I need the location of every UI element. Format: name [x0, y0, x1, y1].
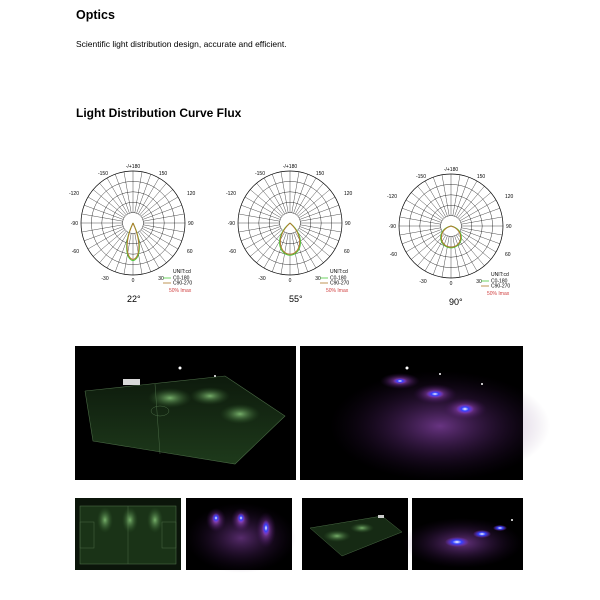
stadium-photo-purple-wide — [412, 498, 523, 570]
polar-spoke — [143, 214, 184, 221]
polar-angle-label: 90 — [188, 221, 194, 227]
polar-spoke — [82, 225, 123, 232]
polar-spoke — [239, 214, 280, 221]
polar-spoke — [300, 227, 339, 241]
polar-spoke — [84, 227, 123, 241]
polar-angle-label: -60 — [71, 249, 79, 255]
polar-spoke — [455, 236, 469, 275]
polar-spoke — [461, 230, 500, 244]
polar-spoke — [400, 228, 441, 235]
polar-spoke — [433, 177, 447, 216]
polar-spoke — [124, 172, 131, 213]
polar-angle-label: 120 — [187, 191, 196, 197]
polar-angle-label: 30 — [315, 276, 321, 282]
polar-angle-label: -150 — [254, 171, 266, 177]
polar-spoke — [241, 205, 280, 219]
polar-spoke — [239, 225, 280, 232]
polar-spoke — [455, 177, 469, 216]
polar-angle-label: 150 — [476, 174, 486, 180]
polar-spoke — [461, 228, 502, 235]
legend-c0-180: C0-180 — [330, 275, 347, 282]
legend-c0-180: C0-180 — [491, 278, 508, 285]
polar-spoke — [433, 236, 447, 275]
stadium-photo-green-wide — [302, 498, 408, 570]
polar-spoke — [143, 205, 182, 219]
polar-spoke — [115, 174, 129, 213]
polar-angle-label: -/+180 — [443, 167, 459, 173]
polar-angle-label: 150 — [158, 171, 168, 177]
polar-angle-label: -60 — [389, 252, 397, 258]
stadium-photo-green-top — [75, 498, 181, 570]
unit-label: UNIT:cd — [491, 272, 509, 278]
polar-spoke — [400, 217, 441, 224]
polar-angle-label: 90 — [345, 221, 351, 227]
polar-diagram-90 — [386, 163, 518, 297]
polar-angle-label: 0 — [449, 281, 453, 287]
legend-c90-270: C90-270 — [330, 280, 350, 287]
polar-angle-label: 60 — [187, 249, 193, 255]
legend-c90-270: C90-270 — [173, 280, 193, 287]
polar-spoke — [143, 225, 184, 232]
polar-spoke — [453, 175, 460, 216]
polar-angle-label: -30 — [101, 276, 109, 282]
polar-spoke — [300, 214, 341, 221]
legend-c0-180: C0-180 — [173, 275, 190, 282]
polar-spoke — [281, 172, 288, 213]
stadium-photo-purple-top — [186, 498, 292, 570]
stadium-photo-green-large — [75, 346, 296, 480]
polar-angle-label: 90 — [506, 224, 512, 230]
polar-angle-label: -90 — [70, 221, 78, 227]
polar-angle-label: 120 — [505, 194, 514, 200]
polar-angle-label: -60 — [228, 249, 236, 255]
polar-spoke — [292, 172, 299, 213]
section-title-light-distribution: Light Distribution Curve Flux — [76, 106, 242, 120]
polar-angle-label: -90 — [388, 224, 396, 230]
polar-angle-label: 0 — [131, 278, 135, 284]
polar-spoke — [143, 227, 182, 241]
polar-angle-label: -/+180 — [282, 164, 298, 170]
polar-spoke — [461, 217, 502, 224]
polar-spoke — [442, 175, 449, 216]
polar-spoke — [461, 208, 500, 222]
polar-angle-label: -150 — [97, 171, 109, 177]
polar-angle-label: 30 — [158, 276, 164, 282]
polar-angle-label: -120 — [68, 191, 79, 197]
beam-angle-55: 55° — [289, 294, 303, 304]
polar-angle-label: -30 — [419, 279, 427, 285]
unit-label: UNIT:cd — [330, 269, 348, 275]
legend-c90-270: C90-270 — [491, 283, 511, 290]
polar-angle-label: 60 — [344, 249, 350, 255]
polar-spoke — [294, 174, 308, 213]
polar-spoke — [272, 174, 286, 213]
polar-spoke — [402, 208, 441, 222]
polar-angle-label: -90 — [227, 221, 235, 227]
unit-label: UNIT:cd — [173, 269, 191, 275]
polar-angle-label: -150 — [415, 174, 427, 180]
polar-spoke — [135, 172, 142, 213]
polar-spoke — [300, 225, 341, 232]
polar-angle-label: 60 — [505, 252, 511, 258]
polar-angle-label: 150 — [315, 171, 325, 177]
polar-spoke — [137, 174, 151, 213]
polar-spoke — [82, 214, 123, 221]
stadium-photo-purple-large — [300, 346, 523, 480]
beam-angle-22: 22° — [127, 294, 141, 304]
polar-angle-label: -120 — [225, 191, 236, 197]
polar-diagram-55 — [225, 160, 357, 294]
polar-angle-label: 0 — [288, 278, 292, 284]
polar-spoke — [402, 230, 441, 244]
polar-angle-label: -120 — [386, 194, 397, 200]
half-imax-note: 50% Imax — [487, 291, 510, 297]
polar-diagram-22 — [68, 160, 200, 294]
polar-angle-label: -/+180 — [125, 164, 141, 170]
half-imax-note: 50% Imax — [326, 288, 349, 294]
half-imax-note: 50% Imax — [169, 288, 192, 294]
polar-spoke — [300, 205, 339, 219]
polar-spoke — [84, 205, 123, 219]
optics-description: Scientific light distribution design, accurate and efficient. — [76, 39, 287, 49]
section-title-optics: Optics — [76, 8, 115, 22]
polar-angle-label: -30 — [258, 276, 266, 282]
polar-angle-label: 30 — [476, 279, 482, 285]
beam-angle-90: 90° — [449, 297, 463, 307]
polar-spoke — [241, 227, 280, 241]
polar-angle-label: 120 — [344, 191, 353, 197]
